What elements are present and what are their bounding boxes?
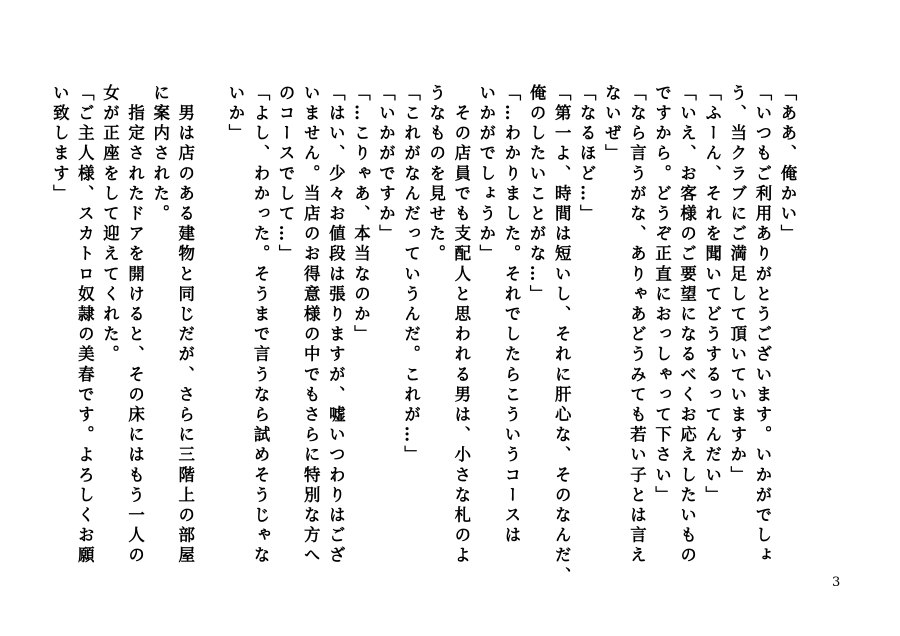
text-line: 指定されたドアを開けると、その床にはもう一人の [125,84,145,567]
text-line: 「…こりゃあ、本当なのか」 [351,84,371,346]
vertical-text-body [47,84,800,587]
text-line: う、当クラブにご満足して頂いていますか」 [727,84,747,486]
text-line: のコースでして…」 [276,84,296,265]
text-line: うなものを見せた。 [426,84,446,265]
text-line: 「なら言うがな、ありゃあどうみても若い子とは言え [627,84,647,567]
text-line: 「はい、少々お値段は張りますが、嘘いつわりはござ [326,84,346,567]
text-line: ないぜ」 [602,84,622,165]
text-line: 「これがなんだっていうんだ。これが…」 [401,84,421,466]
text-line: いません。当店のお得意様の中でもさらに特別な方へ [301,84,321,567]
text-line: 「第一よ、時間は短いし、それに肝心な、そのなんだ、 [552,84,572,587]
text-line: に案内された。 [150,84,170,225]
text-line: いかがでしょうか」 [476,84,496,265]
text-line: 「いつもご利用ありがとうございます。いかがでしょ [752,84,772,567]
text-line: 女が正座をして迎えてくれた。 [100,84,120,366]
text-line: 「なるほど…」 [577,84,597,225]
text-line: 「ご主人様、スカトロ奴隷の美春です。よろしくお願 [75,84,95,567]
text-line: 「ああ、俺かい」 [778,84,797,245]
text-line: 男は店のある建物と同じだが、さらに三階上の部屋 [175,84,195,567]
text-line: 「いかがですか」 [376,84,396,245]
text-line: 俺のしたいことがな…」 [527,84,547,306]
text-line: いか」 [225,84,245,145]
text-line: その店員でも支配人と思われる男は、小さな札のよ [451,84,471,567]
text-line: ですから。どうぞ正直におっしゃって下さい」 [652,84,672,507]
page-number: 3 [832,575,841,590]
text-line: 「…わかりました。それでしたらこういうコースは [501,84,521,547]
text-line: 「いえ、お客様のご要望になるべくお応えしたいもの [677,84,697,567]
text-line: 「ふーん、それを聞いてどうするってんだい」 [702,84,722,507]
text-line: 「よし、わかった。そうまで言うなら試めそうじゃな [251,84,271,567]
text-line: い致します」 [50,84,70,205]
text-line [198,84,223,554]
